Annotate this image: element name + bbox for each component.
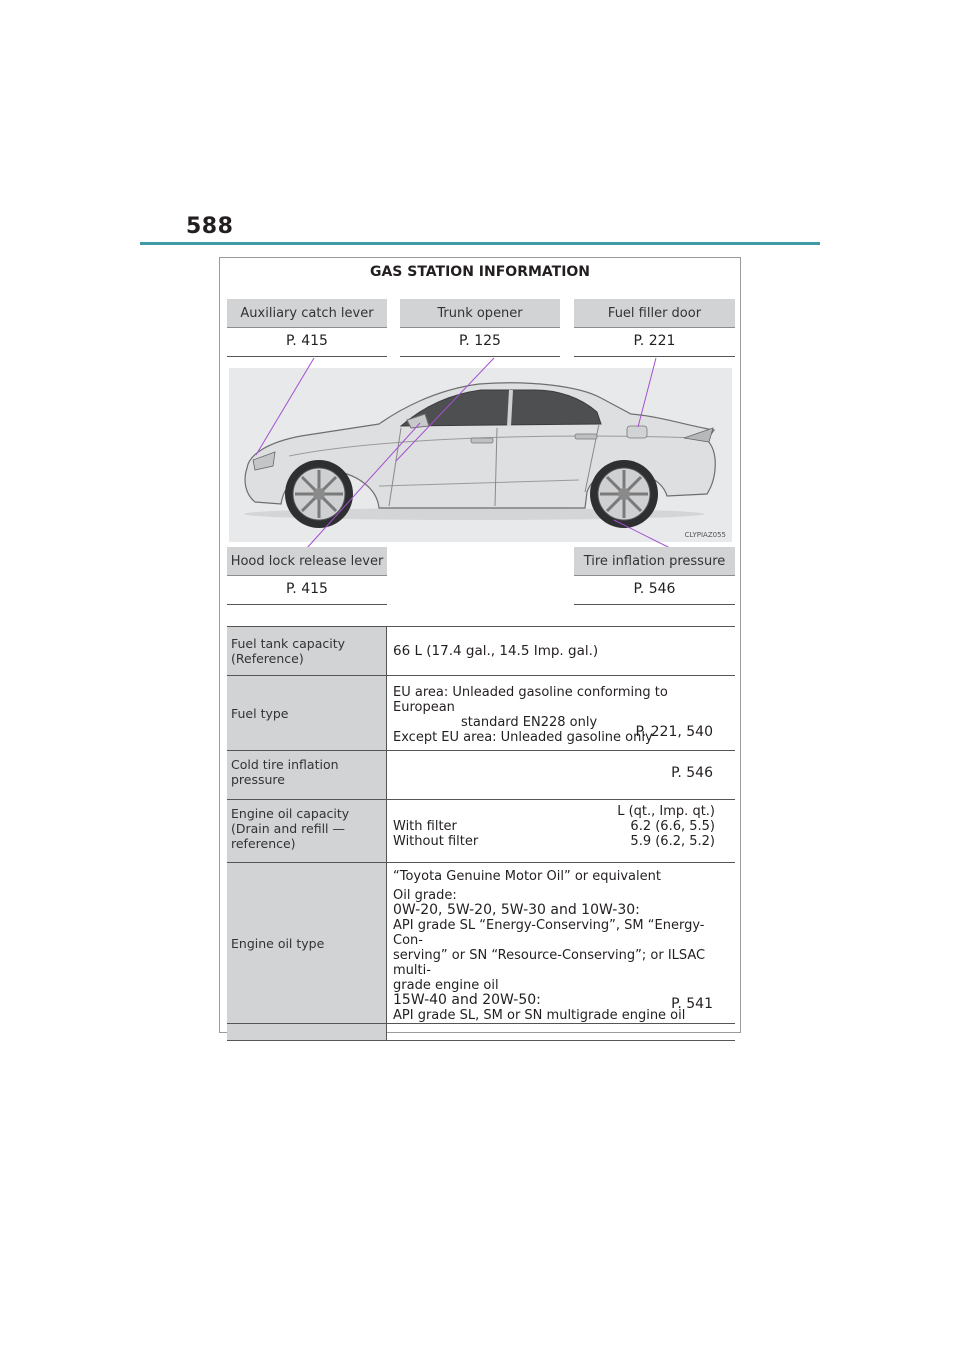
oil-type-line: serving” or SN “Resource-Conserving”; or ILSAC multi- — [393, 948, 706, 978]
spec-value-fuel-tank: 66 L (17.4 gal., 14.5 Imp. gal.) — [393, 643, 599, 659]
figure-code: CLYPIAZ055 — [684, 531, 726, 539]
tire-inflation-pressure-label: Tire inflation pressure — [574, 547, 735, 576]
spec-key-engine-oil-capacity — [227, 800, 387, 862]
trunk-opener-page-ref[interactable]: P. 125 — [400, 329, 560, 357]
trunk-opener-label: Trunk opener — [400, 299, 560, 328]
spec-key-engine-oil-type: Engine oil type — [227, 863, 387, 1023]
spec-key-spacer — [227, 1024, 387, 1040]
oil-type-line: “Toyota Genuine Motor Oil” or equivalent — [393, 869, 661, 884]
car-illustration — [229, 368, 732, 542]
cold-tire-page-ref[interactable]: P. 546 — [671, 765, 713, 781]
oil-type-line: grade engine oil — [393, 978, 499, 993]
auxiliary-catch-lever-label: Auxiliary catch lever — [227, 299, 387, 328]
spec-table — [227, 626, 735, 1041]
fuel-type-page-ref[interactable]: P. 221, 540 — [635, 724, 713, 740]
spec-row-engine-oil-type — [227, 863, 735, 1024]
spec-value-engine-oil-type — [387, 863, 735, 1023]
spec-row-fuel-type — [227, 676, 735, 751]
spec-value-cold-tire — [387, 751, 735, 799]
spec-row-fuel-tank — [227, 627, 735, 676]
fuel-type-line: Except EU area: Unleaded gasoline only — [393, 730, 653, 745]
oil-type-line: 0W-20, 5W-20, 5W-30 and 10W-30: — [393, 902, 640, 918]
tire-inflation-pressure-page-ref[interactable]: P. 546 — [574, 577, 735, 605]
oil-type-line: Oil grade: — [393, 888, 457, 903]
oil-type-line: 15W-40 and 20W-50: — [393, 992, 541, 1008]
oil-with-filter-row — [393, 819, 715, 834]
page-title: GAS STATION INFORMATION — [369, 264, 591, 280]
spec-row-spacer — [227, 1024, 735, 1041]
spec-value-spacer — [387, 1024, 735, 1040]
auxiliary-catch-lever-page-ref[interactable]: P. 415 — [227, 329, 387, 357]
spec-key-line: pressure — [231, 772, 285, 787]
fuel-type-line: EU area: Unleaded gasoline conforming to European — [393, 685, 668, 715]
spec-key-line: (Reference) — [231, 651, 304, 666]
page-number: 588 — [186, 214, 234, 239]
spec-key-cold-tire — [227, 751, 387, 799]
spec-key-line: Fuel tank capacity — [231, 636, 346, 651]
spec-key-line: (Drain and refill — — [231, 821, 346, 836]
hood-lock-release-lever-label: Hood lock release lever — [227, 547, 387, 576]
oil-type-line: API grade SL “Energy-Conserving”, SM “Energy-Con- — [393, 918, 705, 948]
hood-lock-release-lever-page-ref[interactable]: P. 415 — [227, 577, 387, 605]
spec-row-engine-oil-capacity — [227, 800, 735, 863]
oil-with-filter-value: 6.2 (6.6, 5.5) — [630, 819, 715, 834]
spec-value-fuel-type — [387, 676, 735, 750]
oil-type-line: API grade SL, SM or SN multigrade engine oil — [393, 1008, 686, 1023]
spec-value-engine-oil-capacity — [387, 800, 735, 862]
spec-row-cold-tire — [227, 751, 735, 800]
fuel-type-line: standard EN228 only — [461, 715, 598, 730]
oil-with-filter-label: With filter — [393, 819, 457, 834]
fuel-filler-door-page-ref[interactable]: P. 221 — [574, 329, 735, 357]
car-side-view-figure — [229, 368, 732, 542]
spec-key-line: reference) — [231, 836, 296, 851]
spec-key-line: Engine oil capacity — [231, 806, 350, 821]
spec-key-fuel-type: Fuel type — [227, 676, 387, 750]
oil-without-filter-label: Without filter — [393, 834, 479, 849]
oil-capacity-unit: L (qt., Imp. qt.) — [617, 804, 715, 819]
oil-without-filter-row — [393, 834, 715, 849]
header-rule — [140, 242, 820, 245]
spec-key-fuel-tank — [227, 627, 387, 675]
fuel-filler-door-label: Fuel filler door — [574, 299, 735, 328]
oil-without-filter-value: 5.9 (6.2, 5.2) — [630, 834, 715, 849]
spec-key-line: Cold tire inflation — [231, 757, 339, 772]
oil-type-page-ref[interactable]: P. 541 — [671, 996, 713, 1012]
